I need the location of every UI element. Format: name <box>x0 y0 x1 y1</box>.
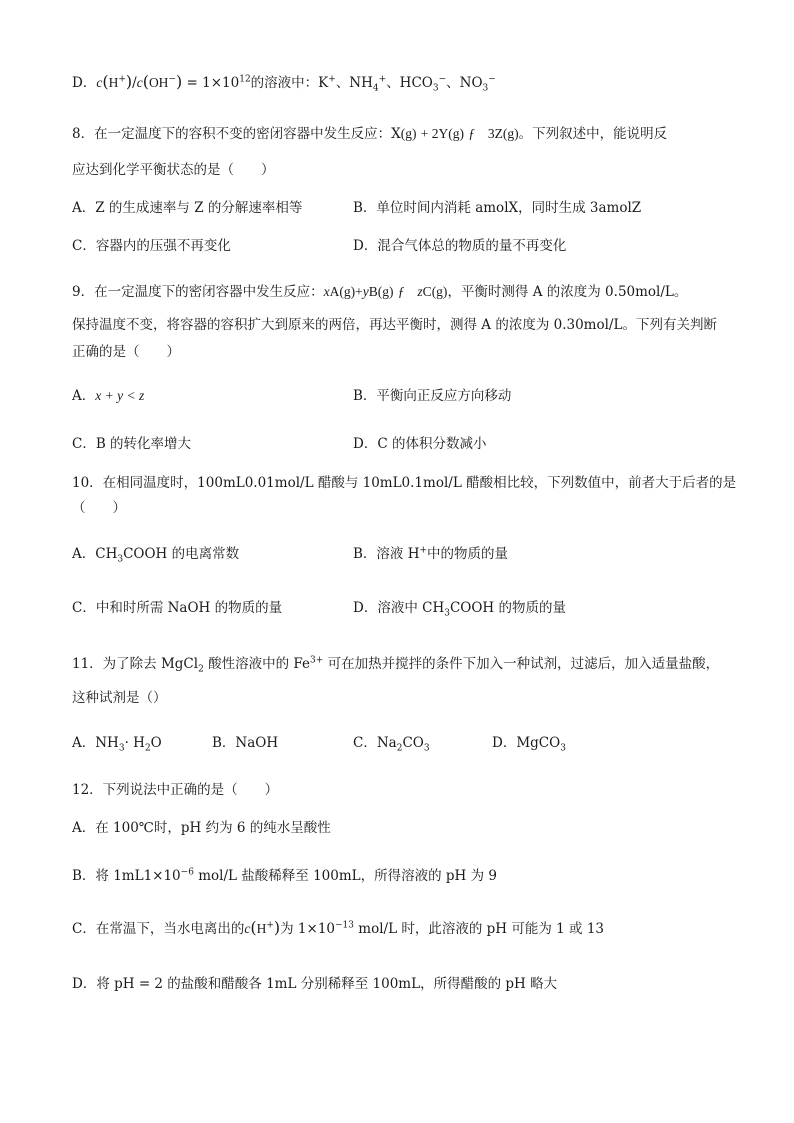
q10-stem: 10．在相同温度时，100mL0.01mol/L 醋酸与 10mL0.1mol/L 醋酸相比较，下列数值中，前者大于后者的是 <box>72 475 737 491</box>
q9-stem: 9．在一定温度下的密闭容器中发生反应：xA(g)+yB(g) ƒ zC(g)，平衡时测得 A 的浓度为 0.50mol/L。 <box>72 284 688 300</box>
q8-option-b: B．单位时间内消耗 amolX，同时生成 3amolZ <box>353 200 642 216</box>
q12-option-c: C．在常温下，当水电离出的c(H+)为 $1\times 10^{-13}$ mol/L 时，此溶液的 pH 可能为 1 或 13 <box>72 918 604 937</box>
equilibrium-arrow: ƒ <box>397 284 405 299</box>
q9-stem-line2: 保持温度不变，将容器的容积扩大到原来的两倍，再达平衡时，测得 A 的浓度为 0.30mol/L。下列有关判断 <box>72 317 717 333</box>
q8-option-d: D．混合气体总的物质的量不再变化 <box>353 238 567 254</box>
q11-stem: 11．为了除去 MgCl$_2$ 酸性溶液中的 $Fe^{3+}$ 可在加热并搅拌的条件下加入一种试剂，过滤后，加入适量盐酸， <box>72 655 720 675</box>
q9-option-d: D．C 的体积分数减小 <box>353 436 487 452</box>
q12-option-d: D．将 pH = 2 的盐酸和醋酸各 1mL 分别稀释至 100mL，所得醋酸的 pH 略大 <box>72 976 558 992</box>
q10-option-b: B．溶液 H+中的物质的量 <box>353 545 509 562</box>
q8-stem-line2: 应达到化学平衡状态的是（ ） <box>72 162 275 178</box>
q12-option-b: B．将 $1mL1\times 10^{-6}$ mol/L 盐酸稀释至 100mL，所得溶液的 pH 为 9 <box>72 867 497 884</box>
q10-option-c: C．中和时所需 NaOH 的物质的量 <box>72 600 283 616</box>
q11-option-a: A．$NH_3\cdot H_2O$ <box>72 735 162 754</box>
q8-stem: 8．在一定温度下的容积不变的密闭容器中发生反应：X(g) + 2Y(g) ƒ 3Z(g)。下列叙述中，能说明反 <box>72 126 668 142</box>
q9-option-b: B．平衡向正反应方向移动 <box>353 388 512 404</box>
q11-option-c: C．$Na_2CO_3$ <box>353 735 430 754</box>
q10-option-d: D．溶液中 $CH_3COOH$ 的物质的量 <box>353 600 566 619</box>
q9-stem-line3: 正确的是（ ） <box>72 344 180 360</box>
q9-option-a: A．x + y < z <box>72 388 145 404</box>
q11-option-b: B．NaOH <box>212 735 279 751</box>
q9-option-c: C．B 的转化率增大 <box>72 436 192 452</box>
q10-option-a: A．$CH_3COOH$ 的电离常数 <box>72 546 240 565</box>
q11-option-d: D．MgCO$_3$ <box>492 735 566 754</box>
q8-option-c: C．容器内的压强不再变化 <box>72 238 231 254</box>
equilibrium-arrow: ƒ <box>468 126 476 141</box>
q12-option-a: A．在 100℃时，pH 约为 6 的纯水呈酸性 <box>72 820 331 836</box>
q10-stem-line2: （ ） <box>72 500 126 516</box>
q7-option-d: D．$c(H^+)/c(OH^-) = 1\times 10^{12}$的溶液中：K+、$NH_4^+$、$HCO_3^-$、$NO_3^-$ <box>72 72 496 94</box>
q11-stem-line2: 这种试剂是（） <box>72 690 167 706</box>
q12-stem: 12．下列说法中正确的是（ ） <box>72 782 279 798</box>
q8-option-a: A．Z 的生成速率与 Z 的分解速率相等 <box>72 200 303 216</box>
